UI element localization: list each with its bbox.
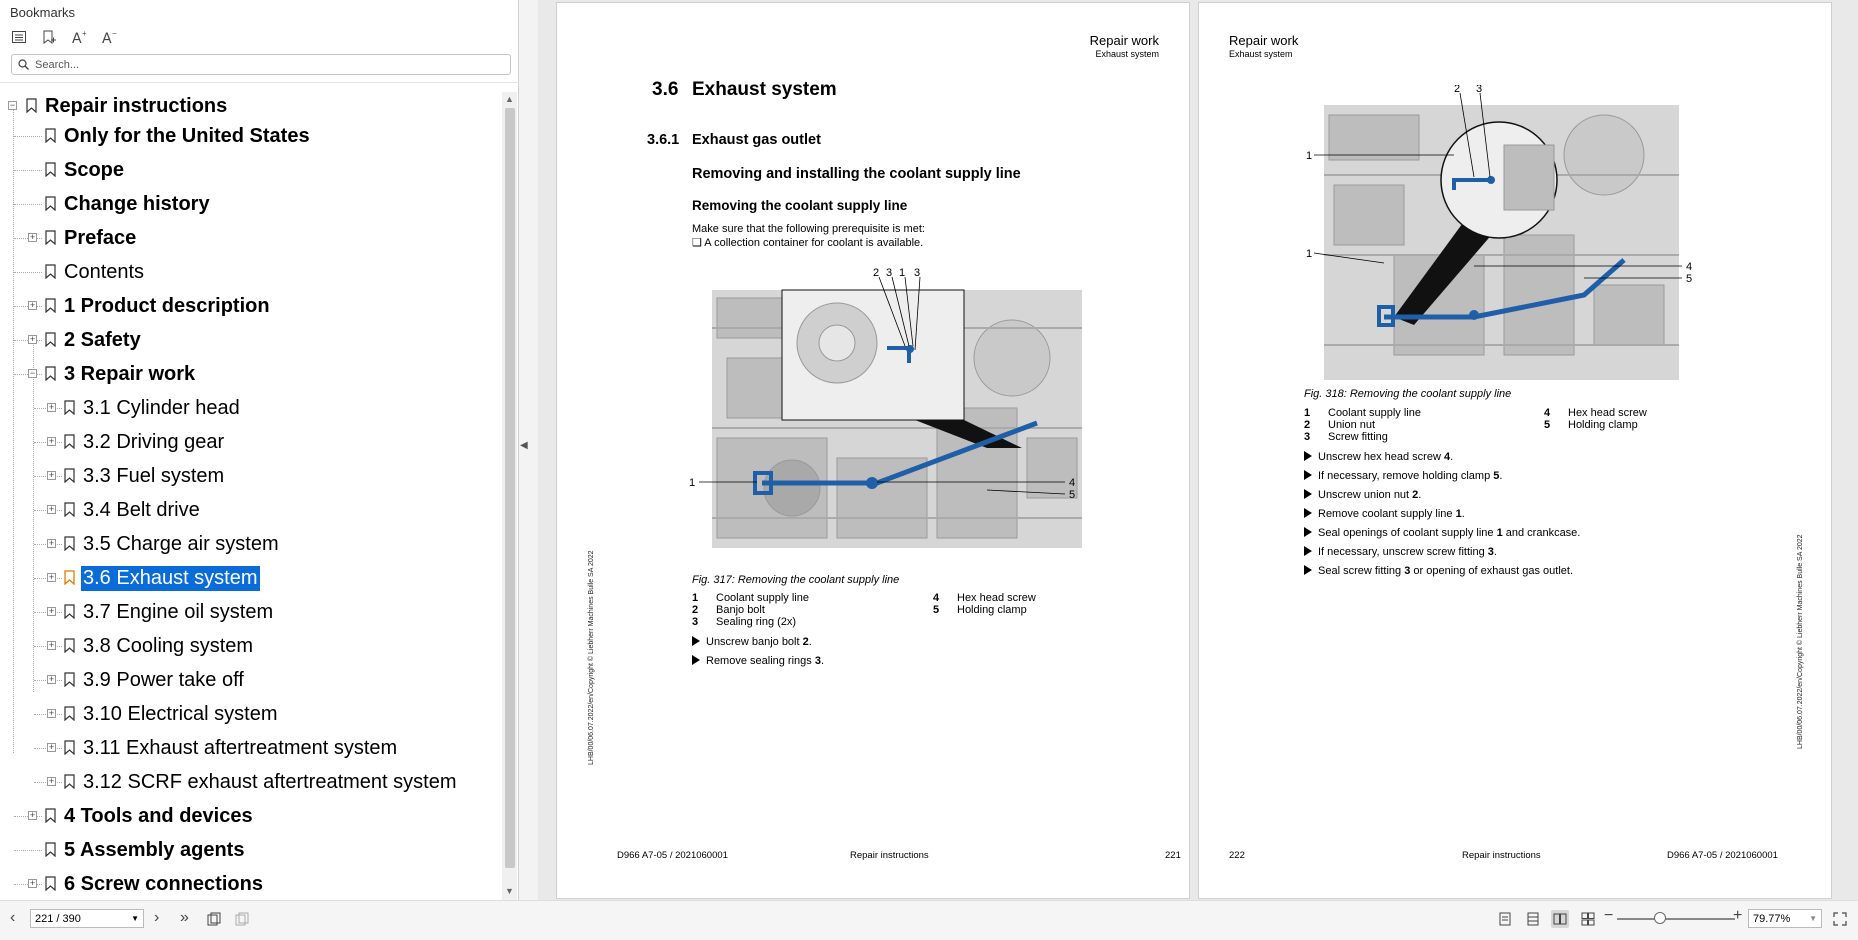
callout-3: 3 — [886, 268, 893, 279]
bookmark-engine-oil-system[interactable]: + 3.7 Engine oil system — [0, 597, 500, 627]
bookmark-toolbar — [10, 28, 118, 46]
procedure-title: Removing and installing the coolant supply line — [692, 166, 1021, 182]
footer-title: Repair instructions — [1462, 850, 1541, 861]
bookmark-tree — [0, 92, 502, 900]
document-view[interactable] — [538, 0, 1858, 900]
legend-item: 3 Sealing ring (2x) — [692, 616, 797, 628]
page-number-value: 221 / 390 — [35, 912, 81, 925]
panel-title: Bookmarks — [10, 5, 76, 20]
increase-font-icon[interactable] — [70, 28, 88, 46]
bookmark-icon — [64, 502, 75, 517]
bookmark-only-us[interactable]: Only for the United States — [0, 121, 500, 151]
expand-icon[interactable]: + — [48, 470, 55, 480]
callout-2: 2 — [1454, 85, 1461, 95]
bookmark-search — [11, 54, 511, 75]
instruction-step: Unscrew banjo bolt 2. — [692, 636, 812, 648]
instruction-step: If necessary, unscrew screw fitting 3. — [1304, 546, 1497, 558]
bookmark-fuel-system[interactable]: + 3.3 Fuel system — [0, 461, 500, 491]
search-icon — [18, 59, 29, 70]
bookmark-driving-gear[interactable]: + 3.2 Driving gear — [0, 427, 500, 457]
bookmark-icon — [64, 672, 75, 687]
bookmark-icon — [64, 570, 75, 585]
collapse-icon[interactable]: − — [9, 100, 16, 110]
subsection-title: Exhaust gas outlet — [692, 132, 821, 148]
callout-1b: 1 — [689, 477, 696, 489]
bookmark-scope[interactable]: Scope — [0, 155, 500, 185]
decrease-font-icon[interactable] — [100, 28, 118, 46]
bookmark-screw-connections[interactable]: + 6 Screw connections — [0, 869, 500, 899]
scroll-thumb[interactable] — [505, 108, 515, 868]
bookmark-tools-devices[interactable]: + 4 Tools and devices — [0, 801, 500, 831]
page-221 — [556, 2, 1190, 899]
expand-icon[interactable]: + — [29, 810, 36, 820]
procedure-subtitle: Removing the coolant supply line — [692, 198, 908, 213]
dropdown-arrow-icon[interactable]: ▼ — [1809, 914, 1817, 923]
expand-icon[interactable]: + — [29, 232, 36, 242]
divider — [0, 82, 519, 83]
two-page-continuous-icon[interactable] — [1579, 910, 1597, 928]
legend-item: 1 Coolant supply line — [1304, 407, 1421, 419]
callout-5: 5 — [1686, 273, 1693, 285]
zoom-out-icon[interactable]: − — [1604, 907, 1614, 924]
bookmark-icon — [45, 264, 56, 279]
bookmarks-panel — [0, 0, 519, 900]
bookmark-repair-instructions[interactable]: − Repair instructions — [9, 94, 228, 117]
zoom-value: 79.77% — [1753, 912, 1791, 925]
bookmark-icon — [45, 230, 56, 245]
search-input[interactable] — [35, 59, 495, 71]
running-head: Repair work — [1229, 33, 1299, 48]
last-page-icon[interactable]: » — [180, 909, 189, 926]
bookmark-assembly-agents[interactable]: 5 Assembly agents — [0, 835, 500, 865]
add-bookmark-icon[interactable] — [40, 28, 58, 46]
expand-icon[interactable]: + — [48, 674, 55, 684]
expand-icon[interactable]: + — [29, 334, 36, 344]
expand-all-icon[interactable] — [10, 28, 28, 46]
fullscreen-icon[interactable] — [1831, 910, 1849, 928]
scroll-down-icon[interactable]: ▼ — [505, 886, 514, 896]
expand-icon[interactable]: + — [29, 878, 36, 888]
instruction-step: Seal openings of coolant supply line 1 and crankcase. — [1304, 527, 1580, 539]
svg-text:−: − — [111, 30, 117, 38]
expand-icon[interactable]: + — [48, 776, 55, 786]
figure-317-engine-illustration — [687, 268, 1107, 568]
figure-caption: Fig. 317: Removing the coolant supply line — [692, 574, 900, 586]
prerequisite-text: Make sure that the following prerequisite is met: — [692, 223, 925, 235]
collapse-panel-icon[interactable]: ◀ — [520, 440, 528, 451]
prerequisite-item: ❑ A collection container for coolant is available. — [692, 237, 924, 249]
bookmark-icon — [64, 706, 75, 721]
expand-icon[interactable]: + — [48, 402, 55, 412]
bookmark-exhaust-aftertreatment[interactable]: + 3.11 Exhaust aftertreatment system — [0, 733, 500, 763]
scroll-up-icon[interactable]: ▲ — [505, 94, 514, 104]
paste-icon[interactable] — [233, 910, 251, 928]
running-head: Repair work — [1089, 33, 1159, 48]
page-222 — [1198, 2, 1832, 899]
callout-1: 1 — [899, 268, 906, 279]
footer-title: Repair instructions — [850, 850, 929, 861]
expand-icon[interactable]: + — [48, 640, 55, 650]
bookmark-cylinder-head[interactable]: + 3.1 Cylinder head — [0, 393, 500, 423]
bookmark-repair-work[interactable]: − 3 Repair work — [0, 359, 500, 389]
expand-icon[interactable]: + — [48, 708, 55, 718]
svg-text:A: A — [101, 31, 112, 44]
bookmark-scrf-aftertreatment[interactable]: + 3.12 SCRF exhaust aftertreatment system — [0, 767, 500, 797]
copyright-vertical: LHB/00/06.07.2022/en/Copyright © Liebherr Machines Bulle SA 2022 — [588, 550, 595, 765]
bookmark-icon — [64, 740, 75, 755]
bookmark-icon — [64, 434, 75, 449]
expand-icon[interactable]: + — [48, 436, 55, 446]
instruction-step: Remove coolant supply line 1. — [1304, 508, 1465, 520]
bookmark-exhaust-system[interactable]: + 3.6 Exhaust system — [0, 563, 500, 593]
previous-page-icon[interactable]: ‹ — [10, 909, 16, 926]
next-page-icon[interactable]: › — [154, 909, 160, 926]
dropdown-arrow-icon[interactable]: ▼ — [131, 914, 139, 923]
bookmark-icon — [45, 128, 56, 143]
bookmark-icon — [64, 638, 75, 653]
expand-icon[interactable]: + — [48, 606, 55, 616]
legend-item: 4 Hex head screw — [1544, 407, 1647, 419]
legend-item: 3 Screw fitting — [1304, 431, 1388, 443]
callout-4: 4 — [1069, 477, 1076, 489]
bookmark-charge-air-system[interactable]: + 3.5 Charge air system — [0, 529, 500, 559]
copy-icon[interactable] — [205, 910, 223, 928]
figure-318-engine-illustration — [1304, 85, 1704, 385]
callout-1b: 1 — [1306, 248, 1313, 260]
bookmark-icon — [26, 98, 37, 113]
expand-icon[interactable]: + — [48, 572, 55, 582]
callout-1: 1 — [1306, 150, 1313, 162]
bookmark-icon — [64, 536, 75, 551]
footer-page-number: 222 — [1229, 850, 1245, 861]
bookmark-icon — [45, 808, 56, 823]
legend-item: 5 Holding clamp — [933, 604, 1027, 616]
sidebar-scrollbar[interactable] — [502, 92, 517, 900]
footer-doc-id: D966 A7-05 / 2021060001 — [1667, 850, 1778, 861]
footer-doc-id: D966 A7-05 / 2021060001 — [617, 850, 728, 861]
section-title: Exhaust system — [692, 79, 837, 100]
continuous-view-icon[interactable] — [1524, 910, 1542, 928]
legend-item: 4 Hex head screw — [933, 592, 1036, 604]
zoom-in-icon[interactable]: + — [1733, 907, 1743, 924]
bookmark-icon — [45, 332, 56, 347]
copyright-vertical: LHB/00/06.07.2022/en/Copyright © Liebherr Machines Bulle SA 2022 — [1797, 534, 1804, 749]
instruction-step: If necessary, remove holding clamp 5. — [1304, 470, 1502, 482]
instruction-step: Unscrew union nut 2. — [1304, 489, 1421, 501]
expand-icon[interactable]: + — [48, 538, 55, 548]
bookmark-product-description[interactable]: + 1 Product description — [0, 291, 500, 321]
bookmark-safety[interactable]: + 2 Safety — [0, 325, 500, 355]
expand-icon[interactable]: + — [48, 504, 55, 514]
bookmark-icon — [64, 400, 75, 415]
running-subhead: Exhaust system — [1095, 49, 1159, 59]
instruction-step: Remove sealing rings 3. — [692, 655, 824, 667]
svg-text:A: A — [71, 31, 82, 44]
bookmark-icon — [64, 774, 75, 789]
legend-item: 2 Banjo bolt — [692, 604, 765, 616]
bookmark-power-take-off[interactable]: + 3.9 Power take off — [0, 665, 500, 695]
bookmark-icon — [45, 162, 56, 177]
bookmark-belt-drive[interactable]: + 3.4 Belt drive — [0, 495, 500, 525]
bookmark-preface[interactable]: + Preface — [0, 223, 500, 253]
instruction-step: Seal screw fitting 3 or opening of exhaust gas outlet. — [1304, 565, 1573, 577]
expand-icon[interactable]: + — [29, 300, 36, 310]
callout-5: 5 — [1069, 489, 1076, 501]
bookmark-contents[interactable]: Contents — [0, 257, 500, 287]
section-number: 3.6 — [652, 79, 679, 100]
running-subhead: Exhaust system — [1229, 49, 1293, 59]
instruction-step: Unscrew hex head screw 4. — [1304, 451, 1453, 463]
bookmark-electrical-system[interactable]: + 3.10 Electrical system — [0, 699, 500, 729]
legend-item: 2 Union nut — [1304, 419, 1376, 431]
collapse-icon[interactable]: − — [29, 368, 36, 378]
callout-4: 4 — [1686, 261, 1693, 273]
single-page-view-icon[interactable] — [1496, 910, 1514, 928]
legend-item: 1 Coolant supply line — [692, 592, 809, 604]
page-number-field[interactable] — [30, 909, 144, 928]
bookmark-icon — [45, 298, 56, 313]
callout-3b: 3 — [914, 268, 921, 279]
legend-item: 5 Holding clamp — [1544, 419, 1638, 431]
figure-caption: Fig. 318: Removing the coolant supply line — [1304, 388, 1512, 400]
two-page-view-icon[interactable] — [1551, 910, 1569, 928]
bookmark-icon — [45, 876, 56, 891]
bookmark-icon — [45, 196, 56, 211]
expand-icon[interactable]: + — [48, 742, 55, 752]
bookmark-change-history[interactable]: Change history — [0, 189, 500, 219]
bookmark-icon — [64, 468, 75, 483]
zoom-slider[interactable] — [1617, 918, 1735, 920]
bookmark-cooling-system[interactable]: + 3.8 Cooling system — [0, 631, 500, 661]
bookmark-icon — [45, 366, 56, 381]
zoom-slider-handle[interactable] — [1654, 912, 1666, 924]
footer-page-number: 221 — [1165, 850, 1181, 861]
bookmark-icon — [64, 604, 75, 619]
zoom-level-field[interactable] — [1748, 909, 1822, 928]
bookmark-icon — [45, 842, 56, 857]
callout-2: 2 — [873, 268, 880, 279]
callout-3: 3 — [1476, 85, 1483, 95]
svg-text:+: + — [81, 30, 87, 38]
subsection-number: 3.6.1 — [647, 132, 680, 148]
